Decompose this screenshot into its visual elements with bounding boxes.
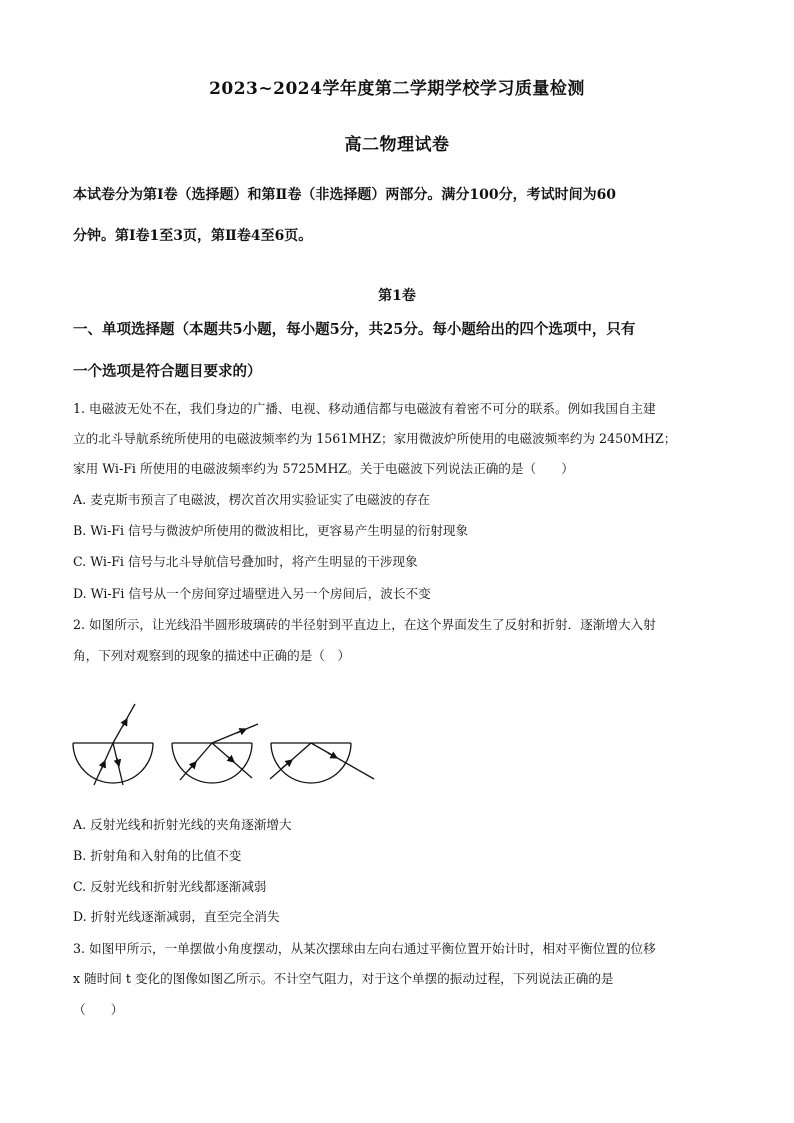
section-heading-line-2: 一个选项是符合题目要求的）	[73, 363, 262, 380]
intro-line-1: 本试卷分为第Ⅰ卷（选择题）和第Ⅱ卷（非选择题）两部分。满分100分，考试时间为60	[73, 187, 617, 203]
q2-option-b: B. 折射角和入射角的比值不变	[73, 848, 242, 863]
figure-3	[270, 743, 374, 783]
q2-option-c: C. 反射光线和折射光线都逐渐减弱	[73, 879, 267, 894]
figure-1	[73, 704, 153, 785]
q1-option-b: B. Wi-Fi 信号与微波炉所使用的微波相比，更容易产生明显的衍射现象	[73, 523, 469, 538]
q2-stem-line-2: 角，下列对观察到的现象的描述中正确的是（ ）	[73, 648, 351, 663]
q1-option-c: C. Wi-Fi 信号与北斗导航信号叠加时，将产生明显的干涉现象	[73, 554, 418, 569]
exam-title: 2023~2024学年度第二学期学校学习质量检测	[209, 79, 585, 99]
q1-option-d: D. Wi-Fi 信号从一个房间穿过墙壁进入另一个房间后，波长不变	[73, 586, 431, 601]
q3-stem-line-1: 3. 如图甲所示，一单摆做小角度摆动，从某次摆球由左向右通过平衡位置开始计时，相对平衡位置的位移	[73, 941, 656, 956]
semicircle-glass-figure	[62, 700, 392, 800]
subject-title: 高二物理试卷	[344, 135, 450, 155]
q1-stem-line-3: 家用 Wi-Fi 所使用的电磁波频率约为 5725MHZ。关于电磁波下列说法正确的是（ ）	[73, 461, 574, 476]
q1-option-a: A. 麦克斯韦预言了电磁波，楞次首次用实验证实了电磁波的存在	[73, 492, 431, 507]
q1-stem-line-1: 1. 电磁波无处不在，我们身边的广播、电视、移动通信都与电磁波有着密不可分的联系。例如我国自主建	[73, 401, 656, 416]
q3-stem-line-3: （ ）	[73, 1002, 124, 1017]
intro-line-2: 分钟。第Ⅰ卷1至3页，第Ⅱ卷4至6页。	[73, 228, 313, 244]
q2-stem-line-1: 2. 如图所示，让光线沿半圆形玻璃砖的半径射到平直边上，在这个界面发生了反射和折射．逐渐增大入射	[73, 617, 656, 632]
figure-2	[172, 724, 258, 783]
q3-stem-line-2: x 随时间 t 变化的图像如图乙所示。不计空气阻力，对于这个单摆的振动过程，下列说法正确的是	[73, 971, 614, 986]
q2-option-a: A. 反射光线和折射光线的夹角逐渐增大	[73, 817, 292, 832]
section-heading-line-1: 一、单项选择题（本题共5小题，每小题5分，共25分。每小题给出的四个选项中，只有	[73, 321, 636, 338]
part1-heading: 第1卷	[378, 288, 416, 304]
q2-option-d: D. 折射光线逐渐减弱，直至完全消失	[73, 909, 280, 924]
q1-stem-line-2: 立的北斗导航系统所使用的电磁波频率约为 1561MHZ；家用微波炉所使用的电磁波频率约为 2450MHZ；	[73, 431, 677, 446]
